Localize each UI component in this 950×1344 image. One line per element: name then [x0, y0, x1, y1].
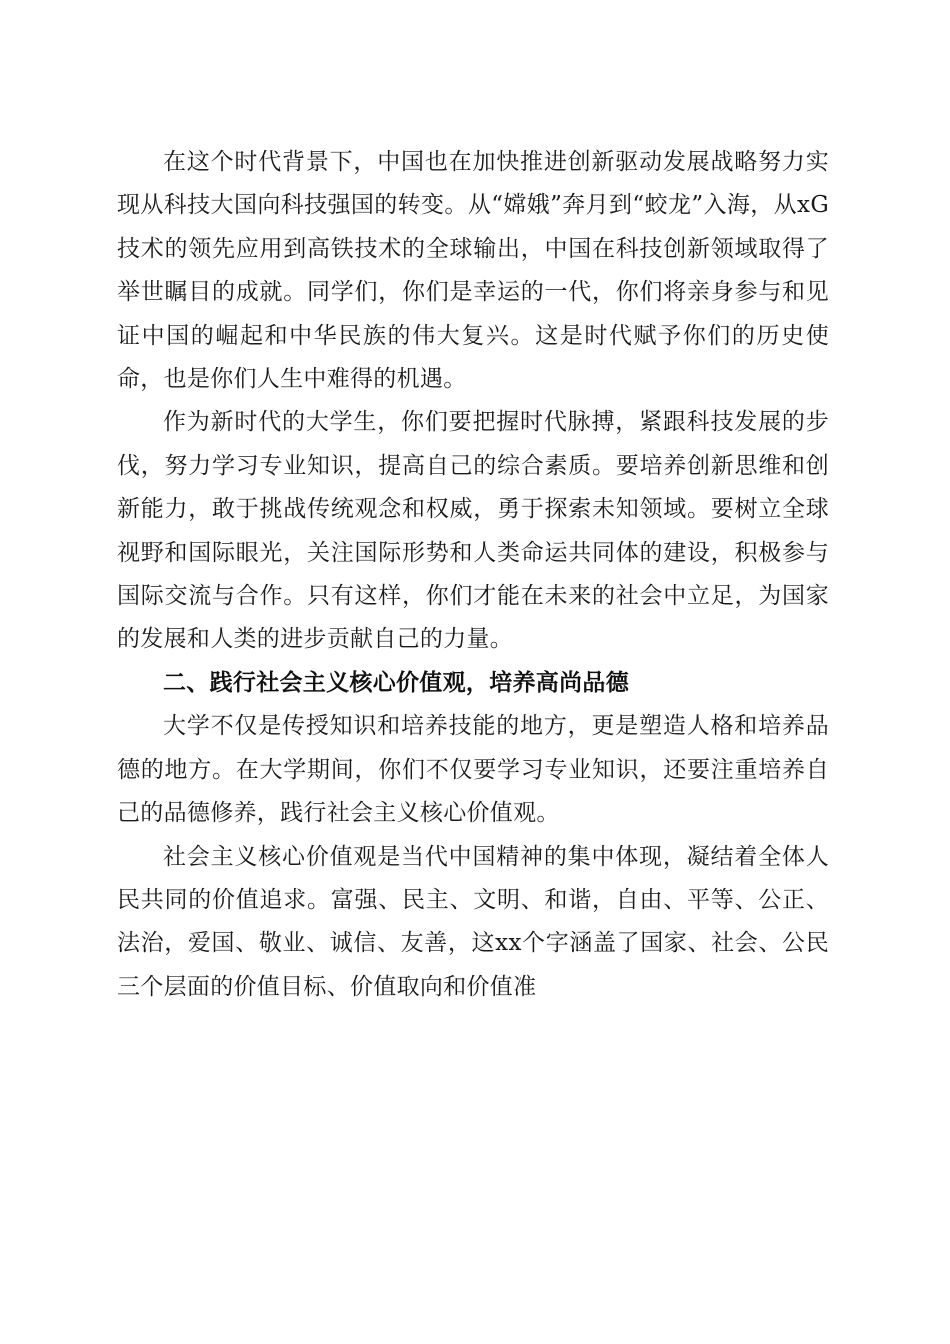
paragraph-new-era-students: 作为新时代的大学生，你们要把握时代脉搏，紧跟科技发展的步伐，努力学习专业知识，提高自己的综合素质。要培养创新思维和创新能力，敢于挑战传统观念和权威，勇于探索未知领域。要树立全球视野和国际眼光，关注国际形势和人类命运共同体的建设，积极参与国际交流与合作。只有这样，你们才能在未来的社会中立足，为国家的发展和人类的进步贡献自己的力量。	[117, 409, 829, 653]
paragraph-core-values: 社会主义核心价值观是当代中国精神的集中体现，凝结着全体人民共同的价值追求。富强、民主、文明、和谐，自由、平等、公正、法治，爱国、敬业、诚信、友善，这xx个字涵盖了国家、社会、公民三个层面的价值目标、价值取向和价值准	[117, 843, 829, 1000]
document-body	[117, 141, 829, 1009]
paragraph-tech-era: 在这个时代背景下，中国也在加快推进创新驱动发展战略努力实现从科技大国向科技强国的转变。从“嫦娥”奔月到“蛟龙”入海，从xG技术的领先应用到高铁技术的全球输出，中国在科技创新领域取得了举世瞩目的成就。同学们，你们是幸运的一代，你们将亲身参与和见证中国的崛起和中华民族的伟大复兴。这是时代赋予你们的历史使命，也是你们人生中难得的机遇。	[117, 149, 829, 393]
section-heading-core-values: 二、践行社会主义核心价值观，培养高尚品德	[163, 669, 629, 696]
paragraph-university-character: 大学不仅是传授知识和培养技能的地方，更是塑造人格和培养品德的地方。在大学期间，你们不仅要学习专业知识，还要注重培养自己的品德修养，践行社会主义核心价值观。	[117, 713, 829, 827]
